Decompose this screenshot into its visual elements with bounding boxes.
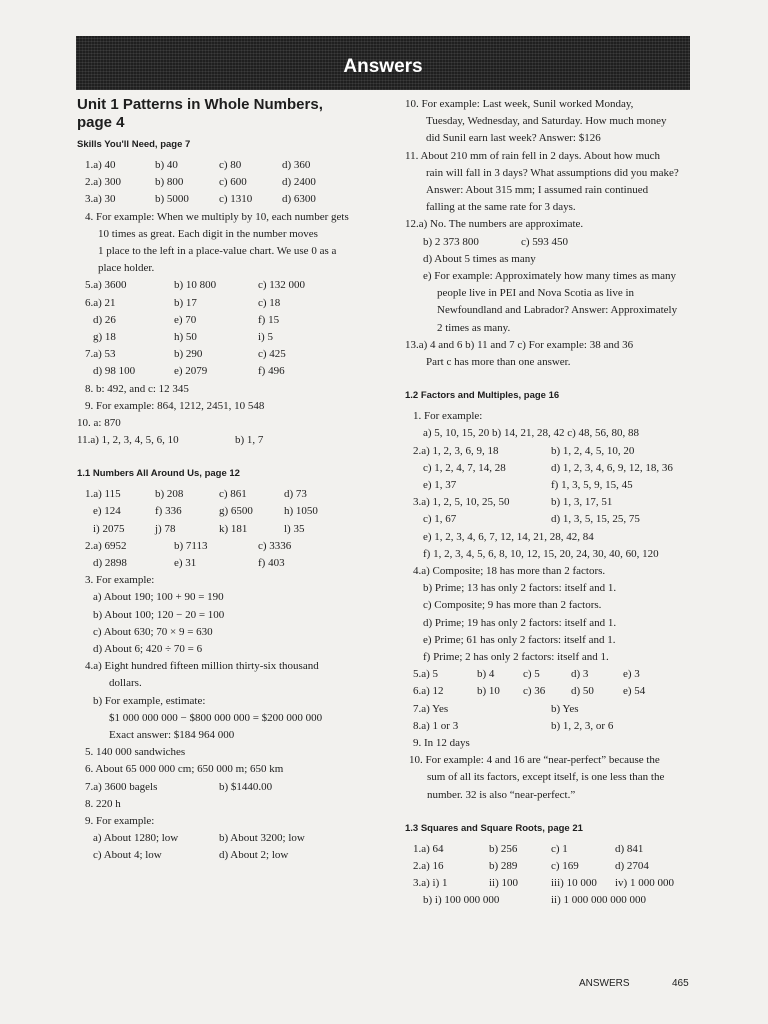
unit-title-line: Unit 1 Patterns in Whole Numbers, bbox=[77, 96, 323, 113]
answer-cell: e) 31 bbox=[174, 557, 197, 570]
answer-cell: 6.a) 21 bbox=[85, 296, 116, 309]
answer-cell: 1.a) 64 bbox=[413, 842, 444, 855]
answer-line: Part c has more than one answer. bbox=[426, 356, 571, 369]
answer-cell: d) 26 bbox=[93, 313, 116, 326]
answer-cell: b) 289 bbox=[489, 859, 518, 872]
answer-cell: 3.a) 1, 2, 5, 10, 25, 50 bbox=[413, 496, 510, 509]
answer-line: 10 times as great. Each digit in the number moves bbox=[98, 227, 318, 240]
answer-cell: 6.a) 12 bbox=[413, 685, 444, 698]
answer-cell: c) 861 bbox=[219, 488, 247, 501]
answer-row bbox=[405, 494, 695, 511]
answer-cell: 2.a) 1, 2, 3, 6, 9, 18 bbox=[413, 444, 499, 457]
answer-cell: l) 35 bbox=[284, 522, 305, 535]
answer-cell: d) 1, 2, 3, 4, 6, 9, 12, 18, 36 bbox=[551, 461, 673, 474]
answer-cell: b) 40 bbox=[155, 159, 178, 171]
answer-cell: b) 7113 bbox=[174, 539, 208, 552]
answer-cell: 7.a) 3600 bagels bbox=[85, 780, 158, 793]
answer-cell: c) 593 450 bbox=[521, 235, 569, 248]
answer-line: 5. 140 000 sandwiches bbox=[85, 746, 186, 759]
answer-cell: g) 18 bbox=[93, 330, 116, 343]
answer-line: 1 place to the left in a place-value chart. We use 0 as a bbox=[98, 244, 337, 257]
answer-line: d) Prime; 19 has only 2 factors: itself and 1. bbox=[423, 616, 617, 629]
answer-cell: 2.a) 6952 bbox=[85, 539, 127, 552]
answer-cell: 5.a) 3600 bbox=[85, 279, 127, 292]
answer-cell: 3.a) i) 1 bbox=[413, 877, 448, 890]
answer-line: Tuesday, Wednesday, and Saturday. How much money bbox=[426, 115, 667, 128]
answer-line: a) 5, 10, 15, 20 b) 14, 21, 28, 42 c) 48, 56, 80, 88 bbox=[423, 427, 640, 440]
answer-row bbox=[77, 329, 387, 346]
answer-cell: 8.a) 1 or 3 bbox=[413, 719, 459, 732]
answer-cell: k) 181 bbox=[219, 522, 248, 535]
answer-line: place holder. bbox=[98, 262, 155, 275]
answer-cell: d) 360 bbox=[282, 159, 311, 171]
answer-cell: b) 208 bbox=[155, 488, 184, 501]
answer-line: 8. 220 h bbox=[85, 797, 121, 810]
answer-row bbox=[77, 277, 387, 294]
answer-cell: i) 5 bbox=[258, 330, 273, 343]
answer-line: c) About 630; 70 × 9 = 630 bbox=[93, 625, 213, 638]
answer-cell: d) 1, 3, 5, 15, 25, 75 bbox=[551, 513, 640, 526]
answer-cell: 3.a) 30 bbox=[85, 193, 116, 206]
answer-row bbox=[405, 858, 695, 875]
answer-cell: b) 1, 3, 17, 51 bbox=[551, 496, 613, 509]
answer-cell: e) 54 bbox=[623, 685, 646, 698]
answer-line: Newfoundland and Labrador? Answer: Approximately bbox=[437, 304, 678, 317]
answer-line: 13.a) 4 and 6 b) 11 and 7 c) For example: 38 and 36 bbox=[405, 338, 634, 351]
answer-row bbox=[77, 432, 387, 449]
answer-cell: b) 290 bbox=[174, 348, 203, 361]
answer-line: 4.a) Composite; 18 has more than 2 factors. bbox=[413, 564, 606, 577]
answer-cell: e) 3 bbox=[623, 668, 640, 681]
answer-cell: b) 256 bbox=[489, 842, 518, 855]
answer-line: 4. For example: When we multiply by 10, each number gets bbox=[85, 210, 349, 223]
answer-cell: d) 6300 bbox=[282, 193, 316, 206]
answer-line: 11. About 210 mm of rain fell in 2 days. About how much bbox=[405, 149, 661, 162]
answer-row bbox=[405, 460, 695, 477]
answer-cell: c) 1, 2, 4, 7, 14, 28 bbox=[423, 461, 506, 474]
answer-cell: f) 336 bbox=[155, 505, 182, 518]
answer-cell: c) 1 bbox=[551, 842, 568, 855]
answer-cell: c) 425 bbox=[258, 348, 286, 361]
section-heading: 1.2 Factors and Multiples, page 16 bbox=[405, 390, 560, 402]
answer-cell: d) 2400 bbox=[282, 176, 316, 189]
answer-cell: e) 2079 bbox=[174, 365, 208, 378]
answer-line: 10. For example: 4 and 16 are “near-perfect” because the bbox=[409, 754, 660, 767]
answer-cell: i) 2075 bbox=[93, 522, 125, 535]
answer-line: a) About 190; 100 + 90 = 190 bbox=[93, 591, 224, 604]
answer-line: $1 000 000 000 − $800 000 000 = $200 000 000 bbox=[109, 711, 323, 724]
section-heading: 1.3 Squares and Square Roots, page 21 bbox=[405, 822, 583, 834]
answer-cell: c) About 4; low bbox=[93, 849, 162, 862]
answer-line: f) 1, 2, 3, 4, 5, 6, 8, 10, 12, 15, 20, 24, 30, 40, 60, 120 bbox=[423, 547, 659, 560]
answer-cell: 11.a) 1, 2, 3, 4, 5, 6, 10 bbox=[77, 434, 179, 447]
section-heading: 1.1 Numbers All Around Us, page 12 bbox=[77, 468, 240, 480]
answer-cell: d) 50 bbox=[571, 685, 594, 698]
answer-row bbox=[405, 443, 695, 460]
answer-cell: b) 4 bbox=[477, 668, 495, 681]
answer-row bbox=[77, 847, 387, 864]
answer-row bbox=[77, 191, 387, 208]
answer-cell: h) 1050 bbox=[284, 505, 318, 518]
answer-cell: g) 6500 bbox=[219, 505, 253, 518]
answer-cell: c) 80 bbox=[219, 159, 242, 171]
answer-row bbox=[77, 157, 387, 174]
answer-line: 8. b: 492, and c: 12 345 bbox=[85, 382, 189, 395]
answer-cell: b) 1, 2, 4, 5, 10, 20 bbox=[551, 444, 635, 457]
answer-cell: f) 1, 3, 5, 9, 15, 45 bbox=[551, 479, 633, 492]
answer-cell: ii) 100 bbox=[489, 877, 519, 890]
answer-cell: 7.a) Yes bbox=[413, 702, 449, 715]
answer-cell: b) 17 bbox=[174, 296, 197, 309]
answer-cell: d) 3 bbox=[571, 668, 589, 681]
answer-line: Answer: About 315 mm; I assumed rain continued bbox=[426, 184, 649, 197]
page-number: 465 bbox=[672, 978, 689, 989]
answer-cell: b) About 3200; low bbox=[219, 832, 305, 845]
answer-cell: c) 1, 67 bbox=[423, 513, 457, 526]
answer-cell: 1.a) 40 bbox=[85, 159, 116, 171]
answer-cell: ii) 1 000 000 000 000 bbox=[551, 894, 647, 907]
answer-cell: d) About 2; low bbox=[219, 849, 289, 862]
answer-line: 12.a) No. The numbers are approximate. bbox=[405, 218, 584, 231]
answer-line: 6. About 65 000 000 cm; 650 000 m; 650 km bbox=[85, 763, 284, 776]
answer-cell: d) 98 100 bbox=[93, 365, 136, 378]
answer-row bbox=[405, 892, 695, 909]
answer-cell: b) 1, 7 bbox=[235, 434, 264, 447]
answer-cell: b) Yes bbox=[551, 702, 579, 715]
answer-line: Exact answer: $184 964 000 bbox=[109, 729, 235, 742]
answer-line: 10. a: 870 bbox=[77, 416, 121, 429]
answer-row bbox=[405, 701, 695, 718]
answer-line: people live in PEI and Nova Scotia as live in bbox=[437, 287, 635, 300]
answer-row bbox=[77, 779, 387, 796]
answer-line: did Sunil earn last week? Answer: $126 bbox=[426, 132, 601, 145]
answer-cell: b) $1440.00 bbox=[219, 780, 273, 793]
answer-cell: f) 403 bbox=[258, 557, 285, 570]
answer-row bbox=[405, 511, 695, 528]
answer-line: 2 times as many. bbox=[437, 321, 511, 334]
answer-cell: d) 73 bbox=[284, 488, 307, 501]
answer-cell: e) 70 bbox=[174, 313, 197, 326]
answer-cell: b) 10 bbox=[477, 685, 500, 698]
answer-cell: b) 2 373 800 bbox=[423, 235, 479, 248]
section-heading: Skills You'll Need, page 7 bbox=[77, 139, 191, 150]
answer-cell: f) 496 bbox=[258, 365, 285, 378]
answer-line: 9. For example: 864, 1212, 2451, 10 548 bbox=[85, 399, 265, 412]
answer-line: d) About 5 times as many bbox=[423, 252, 536, 265]
answer-line: 4.a) Eight hundred fifteen million thirty-six thousand bbox=[85, 660, 319, 673]
unit-title bbox=[77, 96, 387, 132]
answer-cell: b) 10 800 bbox=[174, 279, 217, 292]
answer-line: e) Prime; 61 has only 2 factors: itself and 1. bbox=[423, 633, 616, 646]
answers-banner bbox=[76, 36, 690, 90]
answer-cell: c) 169 bbox=[551, 859, 579, 872]
answer-row bbox=[77, 295, 387, 312]
answer-row bbox=[405, 718, 695, 735]
answer-cell: c) 18 bbox=[258, 296, 281, 309]
answer-row bbox=[405, 666, 695, 683]
answer-line: 1. For example: bbox=[413, 410, 483, 423]
answer-cell: c) 132 000 bbox=[258, 279, 306, 292]
answer-cell: c) 3336 bbox=[258, 539, 292, 552]
answer-cell: c) 600 bbox=[219, 176, 247, 189]
answer-row bbox=[405, 683, 695, 700]
answer-line: rain will fall in 3 days? What assumptions did you make? bbox=[426, 166, 679, 179]
answer-row bbox=[77, 174, 387, 191]
answer-row bbox=[405, 875, 695, 892]
answer-line: e) For example: Approximately how many times as many bbox=[423, 270, 676, 283]
answer-cell: a) About 1280; low bbox=[93, 832, 179, 845]
answer-cell: b) 800 bbox=[155, 176, 184, 189]
left-column bbox=[77, 96, 387, 865]
answer-cell: e) 1, 37 bbox=[423, 479, 457, 492]
answer-line: dollars. bbox=[109, 677, 142, 690]
answer-row bbox=[405, 841, 695, 858]
answer-line: 9. For example: bbox=[85, 815, 155, 828]
answer-line: b) Prime; 13 has only 2 factors: itself and 1. bbox=[423, 582, 617, 595]
answer-row bbox=[405, 477, 695, 494]
answer-cell: c) 36 bbox=[523, 685, 546, 698]
answer-row bbox=[77, 521, 387, 538]
answer-line: d) About 6; 420 ÷ 70 = 6 bbox=[93, 643, 203, 656]
answer-line: c) Composite; 9 has more than 2 factors. bbox=[423, 599, 602, 612]
answer-line: f) Prime; 2 has only 2 factors: itself and 1. bbox=[423, 651, 609, 663]
answer-cell: c) 1310 bbox=[219, 193, 253, 206]
answer-row bbox=[77, 830, 387, 847]
answer-line: falling at the same rate for 3 days. bbox=[426, 201, 576, 214]
answer-line: 10. For example: Last week, Sunil worked Monday, bbox=[405, 98, 634, 110]
answer-row bbox=[77, 363, 387, 380]
answer-cell: 2.a) 16 bbox=[413, 859, 444, 872]
answer-cell: iii) 10 000 bbox=[551, 877, 597, 890]
answer-cell: f) 15 bbox=[258, 313, 280, 326]
answer-cell: d) 841 bbox=[615, 842, 644, 855]
answer-cell: d) 2704 bbox=[615, 859, 649, 872]
answer-line: e) 1, 2, 3, 4, 6, 7, 12, 14, 21, 28, 42, 84 bbox=[423, 530, 594, 543]
answer-cell: d) 2898 bbox=[93, 557, 127, 570]
answer-row bbox=[77, 346, 387, 363]
answer-cell: 7.a) 53 bbox=[85, 348, 116, 361]
answer-cell: 2.a) 300 bbox=[85, 176, 122, 189]
footer-label: ANSWERS bbox=[579, 978, 630, 989]
answer-row bbox=[77, 555, 387, 572]
answer-cell: 1.a) 115 bbox=[85, 488, 121, 501]
answer-cell: iv) 1 000 000 bbox=[615, 877, 674, 890]
answer-line: sum of all its factors, except itself, is one less than the bbox=[427, 771, 665, 784]
answer-cell: h) 50 bbox=[174, 330, 197, 343]
answer-line: b) About 100; 120 − 20 = 100 bbox=[93, 608, 225, 621]
answer-cell: b) 1, 2, 3, or 6 bbox=[551, 719, 614, 732]
answer-line: 9. In 12 days bbox=[413, 736, 470, 749]
answer-row bbox=[77, 486, 387, 503]
answer-line: number. 32 is also “near-perfect.” bbox=[427, 788, 576, 801]
answer-cell: b) i) 100 000 000 bbox=[423, 894, 500, 907]
answer-line: b) For example, estimate: bbox=[93, 694, 206, 707]
answer-line: 3. For example: bbox=[85, 574, 155, 587]
answer-cell: b) 5000 bbox=[155, 193, 189, 206]
answer-row bbox=[77, 503, 387, 520]
answer-row bbox=[405, 234, 695, 251]
answer-cell: c) 5 bbox=[523, 668, 540, 681]
answer-row bbox=[77, 312, 387, 329]
answer-row bbox=[77, 538, 387, 555]
banner-title: Answers bbox=[343, 56, 423, 77]
right-column bbox=[405, 96, 695, 910]
answer-cell: e) 124 bbox=[93, 505, 121, 518]
answer-cell: j) 78 bbox=[155, 522, 176, 535]
unit-title-line: page 4 bbox=[77, 114, 125, 131]
answer-cell: 5.a) 5 bbox=[413, 668, 439, 681]
